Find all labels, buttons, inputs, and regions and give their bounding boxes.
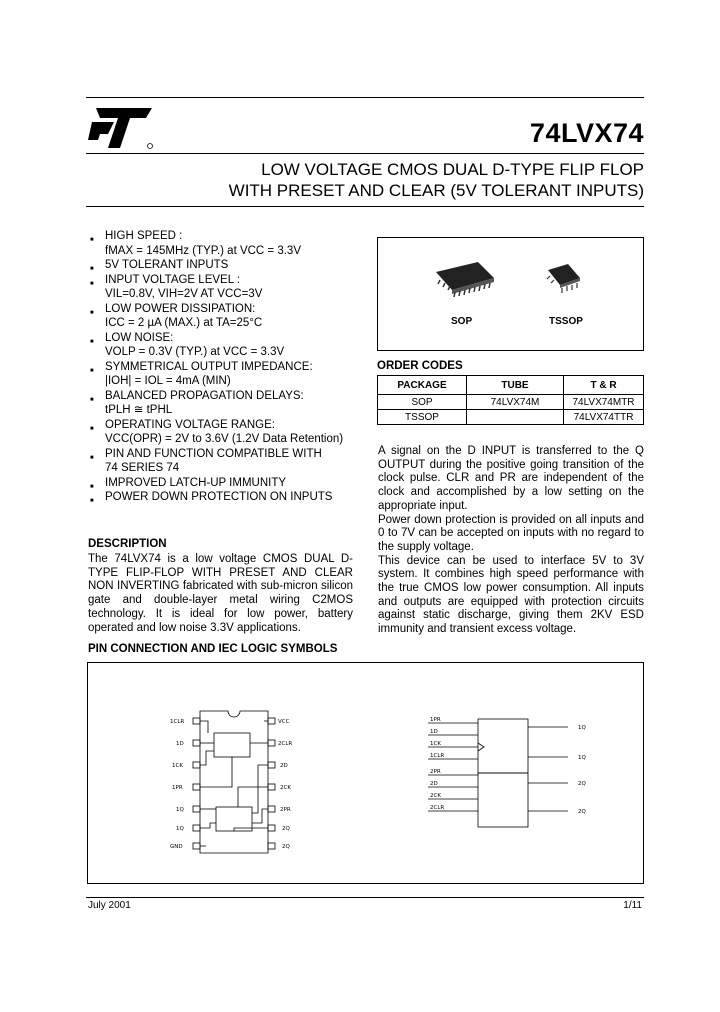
description-heading: DESCRIPTION [88, 538, 167, 550]
bullet-icon: ■ [90, 454, 94, 461]
svg-text:2CK: 2CK [280, 785, 291, 791]
svg-text:2Q: 2Q [282, 844, 290, 850]
feature-title: SYMMETRICAL OUTPUT IMPEDANCE: [105, 360, 313, 373]
feature-title: LOW POWER DISSIPATION: [105, 302, 256, 315]
svg-text:1Q: 1Q [176, 807, 184, 813]
feature-item [88, 331, 358, 360]
svg-text:1PR: 1PR [430, 717, 441, 723]
st-logo [86, 104, 156, 152]
subtitle-line-1: LOW VOLTAGE CMOS DUAL D-TYPE FLIP FLOP [261, 160, 644, 179]
svg-text:1D: 1D [430, 729, 438, 735]
description-right [378, 445, 644, 637]
feature-item [88, 302, 358, 331]
feature-detail: 74 SERIES 74 [105, 462, 180, 474]
order-codes-heading: ORDER CODES [377, 360, 463, 372]
feature-title: PIN AND FUNCTION COMPATIBLE WITH [105, 447, 322, 460]
dip-package [193, 711, 275, 853]
table-cell: 74LVX74TTR [564, 410, 644, 425]
feature-item [88, 273, 358, 302]
pin-connection-box [87, 662, 644, 884]
feature-title: OPERATING VOLTAGE RANGE: [105, 418, 275, 431]
feature-item [88, 229, 358, 258]
bullet-icon: ■ [90, 425, 94, 432]
sop-package-icon [436, 262, 494, 297]
feature-detail: tPLH ≅ tPHL [105, 404, 173, 416]
part-number: 74LVX74 [529, 118, 644, 148]
table-cell [467, 410, 564, 425]
st-logo-icon [86, 104, 156, 152]
feature-item [88, 389, 358, 418]
description-right-p1: A signal on the D INPUT is transferred to the Q OUTPUT during the positive going transition of the clock pulse. CLR and PR are independent of the clock and accomplished by a low setting on the appropriate input. [378, 445, 644, 512]
bullet-icon: ■ [90, 367, 94, 374]
svg-text:2CLR: 2CLR [430, 805, 445, 811]
footer-page: 1/11 [623, 900, 642, 911]
bullet-icon: ■ [90, 280, 94, 287]
feature-title: POWER DOWN PROTECTION ON INPUTS [105, 491, 333, 503]
feature-item [88, 258, 358, 273]
feature-item [88, 360, 358, 389]
table-cell: 74LVX74MTR [564, 395, 644, 410]
feature-item [88, 490, 358, 505]
svg-text:1CLR: 1CLR [430, 753, 445, 759]
features-list [88, 229, 358, 505]
feature-item [88, 447, 358, 476]
svg-text:1Q: 1Q [578, 725, 586, 731]
table-cell: TSSOP [378, 410, 467, 425]
svg-text:2Q: 2Q [578, 809, 586, 815]
table-row [378, 410, 644, 425]
table-cell: SOP [378, 395, 467, 410]
svg-text:2CK: 2CK [430, 793, 441, 799]
svg-text:1PR: 1PR [172, 785, 183, 791]
subtitle-line-2: WITH PRESET AND CLEAR (5V TOLERANT INPUTS) [228, 181, 644, 200]
feature-detail: fMAX = 145MHz (TYP.) at VCC = 3.3V [105, 244, 301, 257]
order-codes-table [377, 375, 644, 425]
feature-title: IMPROVED LATCH-UP IMMUNITY [105, 476, 287, 489]
feature-detail: VCC(OPR) = 2V to 3.6V (1.2V Data Retention) [105, 433, 344, 445]
footer-rule [86, 897, 644, 898]
table-row [378, 395, 644, 410]
feature-title: LOW NOISE: [105, 331, 174, 344]
feature-detail: VIL=0.8V, VIH=2V AT VCC=3V [105, 288, 263, 300]
feature-title: 5V TOLERANT INPUTS [105, 259, 229, 271]
bullet-icon: ■ [90, 266, 94, 272]
table-cell: 74LVX74M [467, 395, 564, 410]
feature-title: HIGH SPEED : [105, 230, 183, 242]
col-tr: T & R [564, 376, 644, 395]
iec-logic-symbol [428, 719, 568, 827]
col-package: PACKAGE [378, 376, 467, 395]
feature-detail: |IOH| = IOL = 4mA (MIN) [105, 375, 231, 387]
description-right-p2: Power down protection is provided on all inputs and 0 to 7V can be accepted on inputs with no regard to the supply voltage. [378, 513, 644, 553]
tssop-label: TSSOP [549, 316, 583, 327]
package-box [377, 237, 644, 351]
feature-title: INPUT VOLTAGE LEVEL : [105, 273, 241, 286]
svg-text:2D: 2D [430, 781, 438, 787]
tssop-package-icon [547, 264, 580, 293]
col-tube: TUBE [467, 376, 564, 395]
svg-text:2Q: 2Q [578, 781, 586, 787]
svg-text:GND: GND [170, 844, 183, 850]
iec-labels [430, 717, 586, 815]
sop-label: SOP [451, 316, 473, 327]
bullet-icon: ■ [90, 498, 94, 504]
pin-connection-diagram [88, 663, 643, 883]
footer-date: July 2001 [88, 900, 131, 911]
svg-text:1CK: 1CK [430, 741, 441, 747]
bullet-icon: ■ [90, 237, 94, 243]
svg-text:2PR: 2PR [280, 807, 291, 813]
feature-item [88, 476, 358, 491]
package-illustrations [378, 238, 643, 350]
svg-text:1CK: 1CK [172, 763, 183, 769]
bullet-icon: ■ [90, 396, 94, 403]
bullet-icon: ■ [90, 483, 94, 490]
title-rule [86, 153, 644, 154]
svg-text:2D: 2D [280, 763, 288, 769]
description-right-p3: This device can be used to interface 5V to 3V system. It combines high speed performance with the true CMOS low power consumption. All inputs and outputs are equipped with protection circuits against static discharge, giving them 2KV ESD immunity and transient excess voltage. [378, 554, 644, 636]
svg-text:1Q: 1Q [578, 755, 586, 761]
table-header-row [378, 376, 644, 395]
feature-item [88, 418, 358, 447]
svg-text:1CLR: 1CLR [170, 719, 185, 725]
svg-text:2CLR: 2CLR [278, 741, 293, 747]
top-rule [86, 97, 644, 98]
svg-text:2PR: 2PR [430, 769, 441, 775]
svg-text:1D: 1D [176, 741, 184, 747]
bullet-icon: ■ [90, 309, 94, 316]
subtitle-rule [86, 206, 644, 207]
feature-title: BALANCED PROPAGATION DELAYS: [105, 389, 304, 402]
feature-detail: VOLP = 0.3V (TYP.) at VCC = 3.3V [105, 346, 285, 358]
bullet-icon: ■ [90, 338, 94, 345]
svg-text:VCC: VCC [278, 719, 290, 725]
svg-text:1Q: 1Q [176, 826, 184, 832]
dip-pin-labels [170, 719, 292, 850]
feature-detail: ICC = 2 µA (MAX.) at TA=25°C [105, 317, 263, 329]
pin-section-heading: PIN CONNECTION AND IEC LOGIC SYMBOLS [88, 643, 338, 655]
svg-text:2Q: 2Q [282, 826, 290, 832]
description-left-text: The 74LVX74 is a low voltage CMOS DUAL D-TYPE FLIP-FLOP WITH PRESET AND CLEAR NON INVERTING fabricated with sub-micron silicon gate and double-layer metal wiring C2MOS technology. It is ideal for low power, battery operated and low noise 3.3V applications. [88, 553, 353, 634]
